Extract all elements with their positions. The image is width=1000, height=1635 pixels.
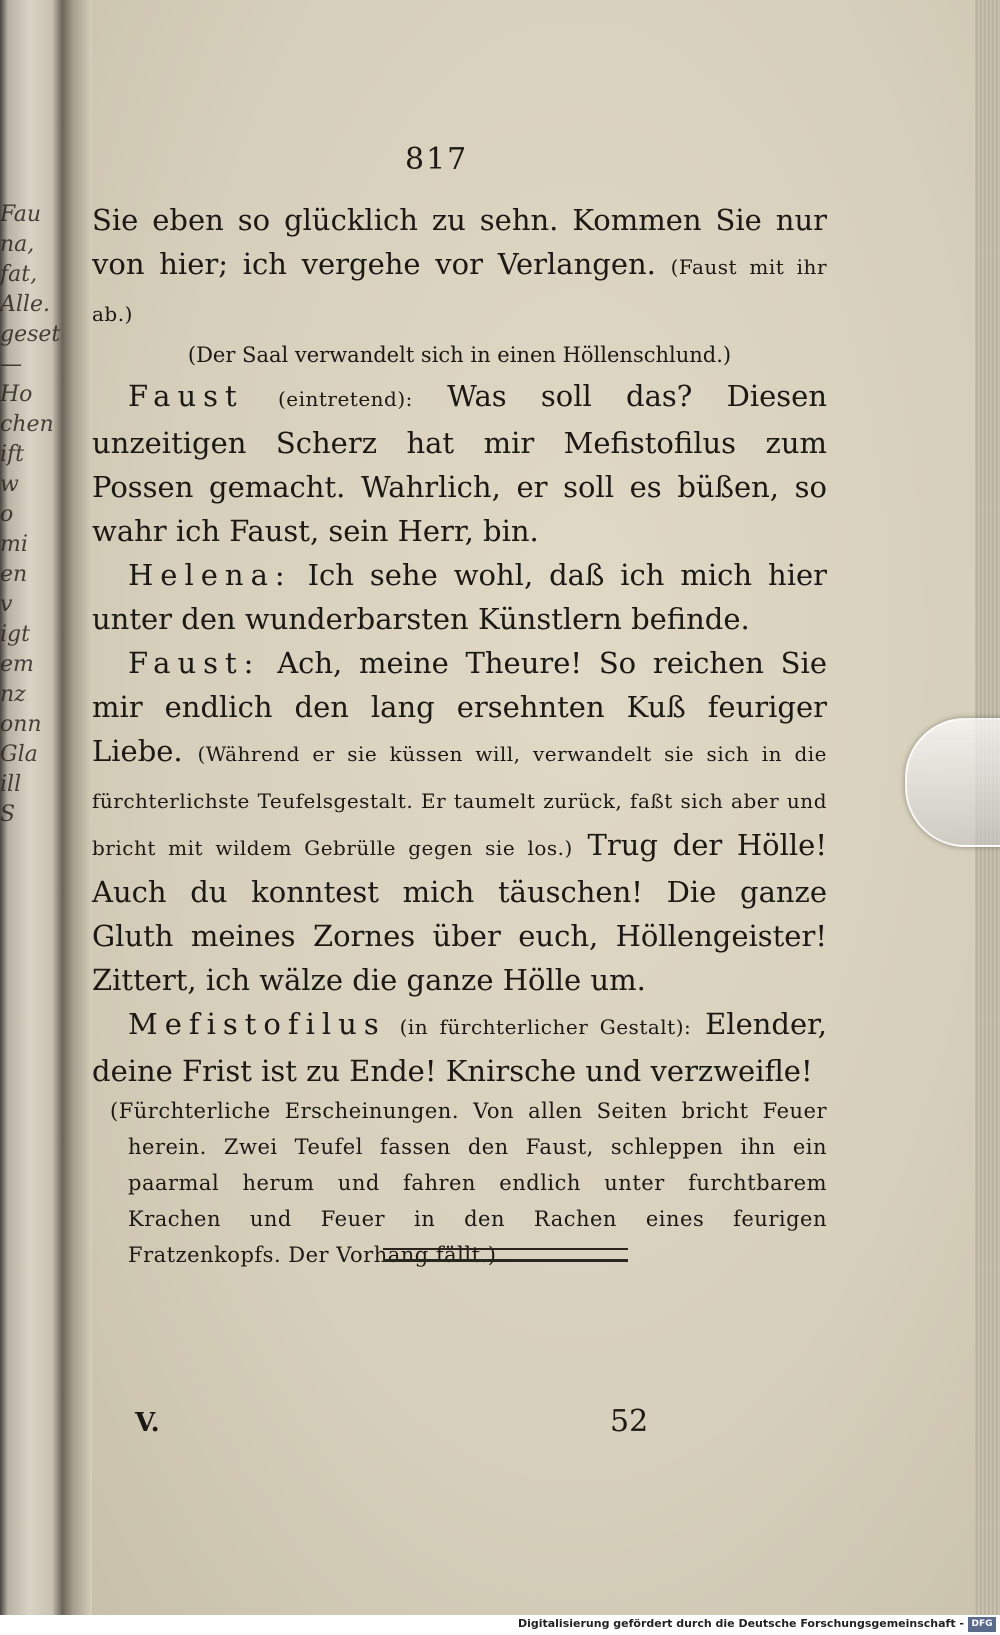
stage-direction: (Faust mit ihr ab.) [92,255,827,326]
paragraph [92,1002,827,1093]
speaker-name: Faust: [128,646,261,680]
fragment: Fau [0,202,42,227]
sheet-number: 52 [610,1404,649,1439]
fragment: nz [0,682,26,707]
stage-direction: (in fürchterlicher Gestalt): [399,1015,692,1039]
dialogue-text: Trug der Hölle! Auch du konntest mich täuschen! Die ganze Gluth meines Zornes über euch, Höllengeister! Zittert, ich wälze die ganze Hölle um. [92,828,828,997]
paragraph [92,641,827,1002]
footer-credit: Digitalisierung gefördert durch die Deutsche Forschungsgemeinschaft - [517,1617,964,1630]
page-text [92,198,827,1273]
dialogue-text: Was soll das? Diesen unzeitigen Scherz hat mir Mefistofilus zum Possen gemacht. Wahrlich, er soll es büßen, so wahr ich Faust, sein Herr, bin. [92,379,828,548]
fragment: — Ho [0,352,33,407]
fragment: ift w [0,442,25,497]
left-page-fragments [0,200,61,830]
fragment: onn [0,712,42,737]
dialogue-text: Ach, meine Theure! So reichen Sie mir endlich den lang ersehnten Kuß feuriger Liebe. [92,646,827,768]
speaker-name: Helena: [128,558,292,592]
page-number: 817 [405,142,469,177]
fragment: chen [0,412,54,437]
dialogue-text: Ich sehe wohl, daß ich mich hier unter den wunderbarsten Künstlern befinde. [92,558,827,636]
digitization-footer [0,1615,1000,1635]
dialogue-text: Sie eben so glücklich zu sehn. Kommen Sie nur von hier; ich vergehe vor Verlangen. [92,203,827,281]
stage-direction-centered: (Der Saal verwandelt sich in einen Höllenschlund.) [187,343,732,367]
speaker-name: Faust [128,379,244,413]
paragraph [92,198,827,336]
dialogue-text: Elender, deine Frist ist zu Ende! Knirsche und verzweifle! [92,1007,828,1088]
dfg-logo-icon: DFG [968,1617,996,1632]
fragment: en v [0,562,28,617]
fragment: Alle. [0,292,50,317]
fragment: ill S [0,772,22,827]
speaker-name: Mefistofilus [128,1007,386,1041]
fragment: em [0,652,34,677]
fragment: fat, [0,262,38,287]
fragment: geset [0,322,61,347]
stage-direction: (Während er sie küssen will, verwandelt sie sich in die fürchterlichste Teufelsgestalt. Er taumelt zurück, faßt sich aber und bricht mit wildem Gebrülle gegen sie los.) [92,742,827,860]
left-page-edge [0,0,62,1635]
fragment: igt [0,622,30,647]
stage-direction-final: (Fürchterliche Erscheinungen. Von allen Seiten bricht Feuer herein. Zwei Teufel fassen den Faust, schleppen ihn ein paarmal herum und fahren endlich unter furchtbarem Krachen und Feuer in den Rachen eines feurigen Fratzenkopfs. Der Vorhang fällt.) [110,1099,827,1267]
fragment: na, [0,232,35,257]
section-end-rule [383,1248,628,1262]
paragraph [92,553,827,641]
book-gutter [62,0,92,1635]
fragment: Gla [0,742,38,767]
fragment: o mi [0,502,28,557]
signature-mark: V. [135,1408,160,1438]
stage-direction: (eintretend): [277,387,413,411]
paragraph [92,374,827,553]
